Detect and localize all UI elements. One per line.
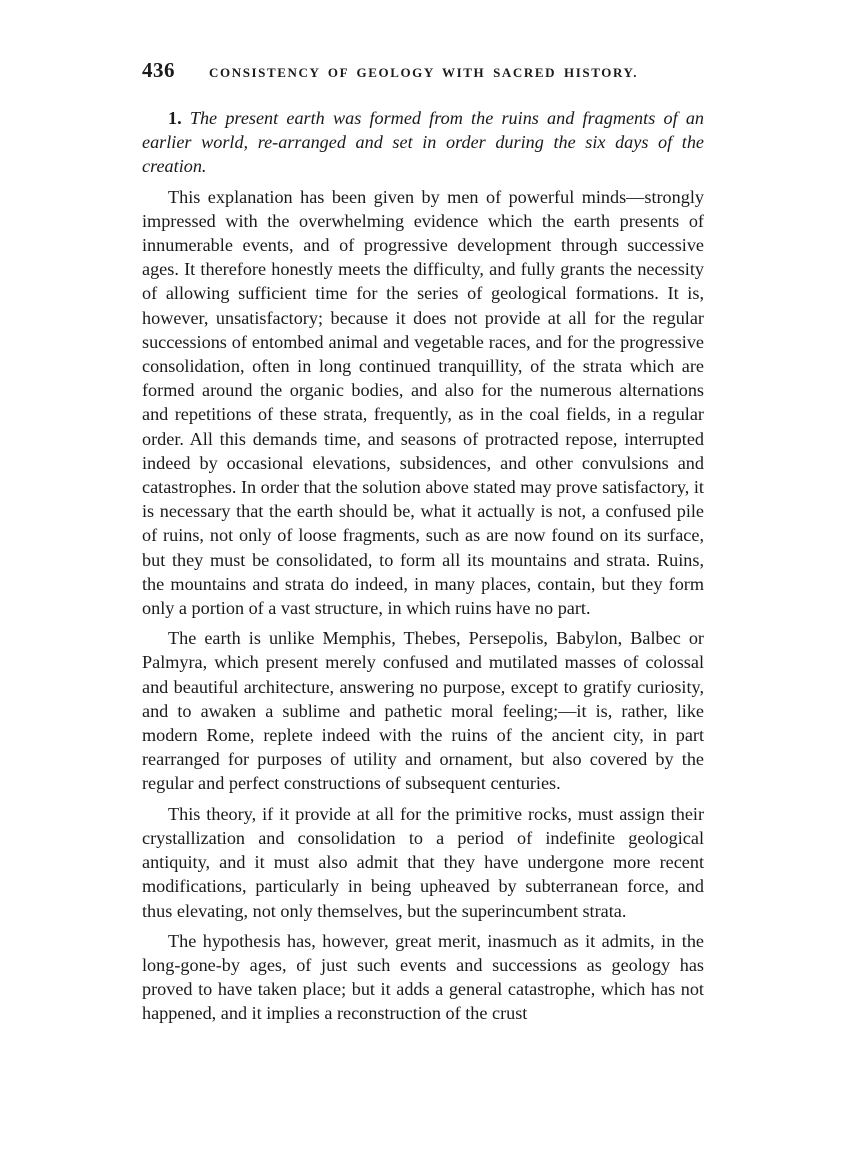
section-heading-text: The present earth was formed from the ruins and fragments of an earlier world, re-arranged and set in order during the six days of the creation. bbox=[142, 108, 705, 177]
running-header bbox=[142, 58, 704, 86]
paragraph-2: The earth is unlike Memphis, Thebes, Persepolis, Babylon, Balbec or Palmyra, which present merely confused and mutilated masses of colossal and beautiful architecture, answering no purpose, except to gratify curiosity, and to awaken a sublime and pathetic moral feeling;—it is, rather, like modern Rome, replete indeed with the ruins of the ancient city, in part rearranged for purposes of utility and ornament, but also covered by the regular and perfect constructions of subsequent centuries. bbox=[142, 628, 704, 794]
paragraph-4: The hypothesis has, however, great merit, inasmuch as it admits, in the long-gone-by ages, of just such events and successions as geology has proved to have taken place; but it adds a general catastrophe, which has not happened, and it implies a reconstruction of the crust bbox=[142, 930, 704, 1024]
paragraph-1: This explanation has been given by men of powerful minds—strongly impressed with the overwhelming evidence which the earth presents of innumerable events, and of progressive development through successive ages. It therefore honestly meets the difficulty, and fully grants the necessity of allowing sufficient time for the series of geological formations. It is, however, unsatisfactory; because it does not provide at all for the regular successions of entombed animal and vegetable races, and for the progressive consolidation, often in long continued tranquillity, of the strata which are formed around the organic bodies, and also for the numerous alternations and repetitions of these strata, frequently, as in the coal fields, in a regular order. All this demands time, and seasons of protracted repose, interrupted indeed by occasional elevations, subsidences, and other convulsions and catastrophes. In order that the solution above stated may prove satisfactory, it is necessary that the earth should be, what it actually is not, a confused pile of ruins, not only of loose fragments, such as are now found on its surface, but they must be consolidated, to form all its mountains and strata. Ruins, the mountains and strata do indeed, in many places, contain, but they form only a portion of a vast structure, in which ruins have no part. bbox=[142, 186, 704, 619]
section-number: 1. bbox=[168, 108, 182, 128]
section-heading bbox=[142, 106, 704, 179]
book-page bbox=[142, 58, 704, 1026]
running-title: CONSISTENCY OF GEOLOGY WITH SACRED HISTORY. bbox=[209, 65, 639, 80]
paragraph-3: This theory, if it provide at all for the primitive rocks, must assign their crystallization and consolidation to a period of indefinite geological antiquity, and it must also admit that they have undergone more recent modifications, particularly in being upheaved by subterranean force, and thus elevating, not only themselves, but the superincumbent strata. bbox=[142, 803, 704, 921]
page-number: 436 bbox=[142, 58, 175, 82]
